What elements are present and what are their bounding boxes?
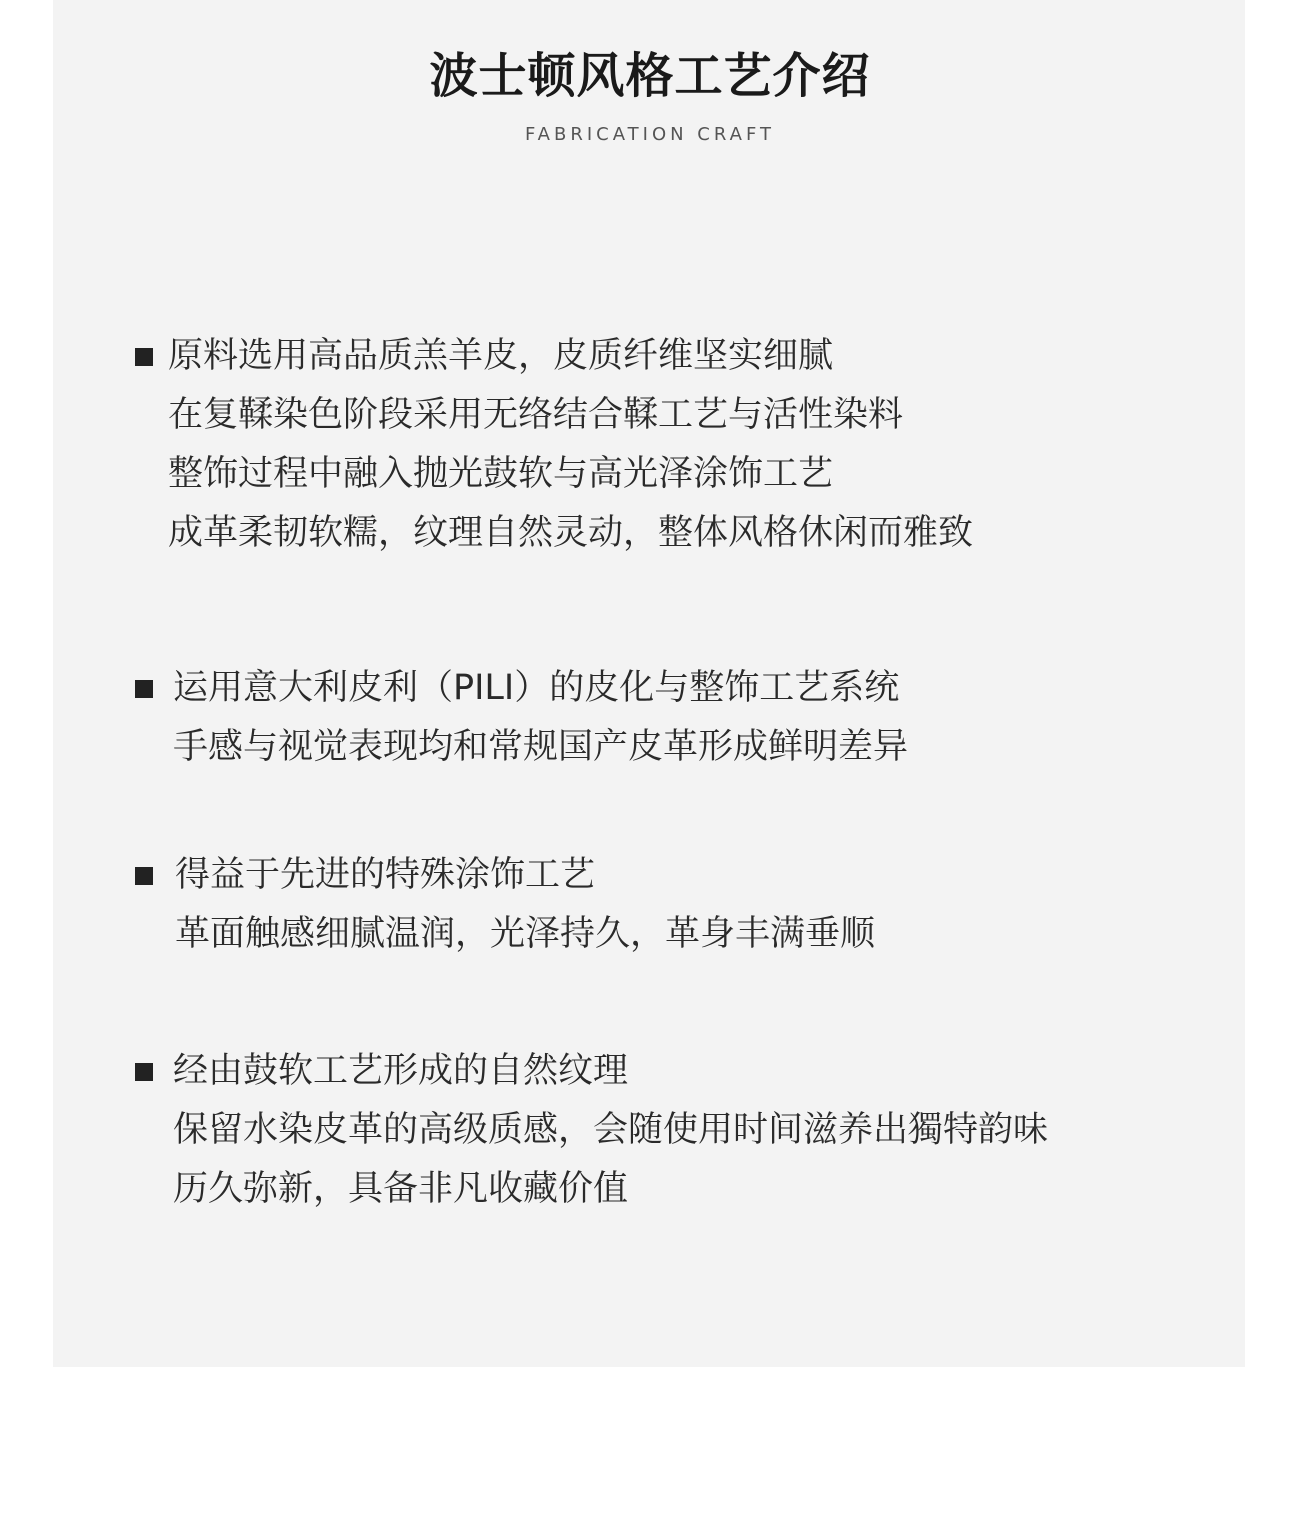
section-line: 在复鞣染色阶段采用无络结合鞣工艺与活性染料 bbox=[168, 395, 904, 435]
section-text bbox=[173, 1042, 1048, 1219]
section-line: 历久弥新，具备非凡收藏价值 bbox=[173, 1169, 629, 1209]
section-line: 运用意大利皮利（PILI）的皮化与整饰工艺系统 bbox=[173, 668, 900, 708]
section-text bbox=[173, 659, 908, 777]
bullet-square-icon bbox=[135, 867, 153, 885]
section-line: 得益于先进的特殊涂饰工艺 bbox=[175, 855, 596, 895]
section-line: 保留水染皮革的高级质感，会随使用时间滋养出獨特韵味 bbox=[173, 1110, 1049, 1150]
section-text bbox=[175, 846, 875, 964]
section-text bbox=[168, 327, 973, 563]
section-line: 整饰过程中融入抛光鼓软与高光泽涂饰工艺 bbox=[168, 454, 834, 494]
bullet-square-icon bbox=[135, 1063, 153, 1081]
page-subtitle: FABRICATION CRAFT bbox=[524, 124, 775, 145]
bullet-square-icon bbox=[135, 680, 153, 698]
section-line: 手感与视觉表现均和常规国产皮革形成鲜明差异 bbox=[173, 727, 909, 767]
section-line: 经由鼓软工艺形成的自然纹理 bbox=[173, 1051, 629, 1091]
section-line: 成革柔韧软糯，纹理自然灵动，整体风格休闲而雅致 bbox=[168, 513, 974, 553]
section-line: 革面触感细腻温润，光泽持久，革身丰满垂顺 bbox=[175, 914, 876, 954]
bullet-square-icon bbox=[135, 348, 153, 366]
page-title: 波士顿风格工艺介绍 bbox=[429, 48, 871, 104]
section-line: 原料选用高品质羔羊皮，皮质纤维坚实细腻 bbox=[168, 336, 834, 376]
